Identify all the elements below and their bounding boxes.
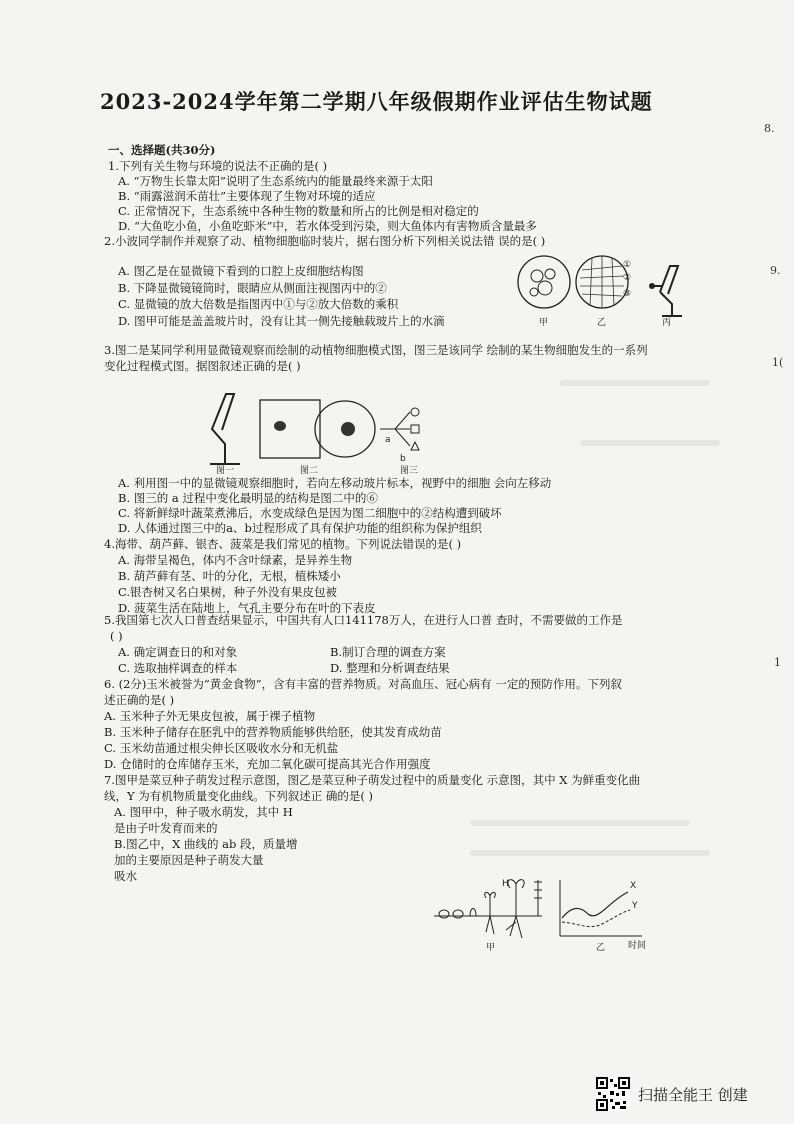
question-4-option-d: D. 菠菜生活在陆地上，气孔主要分布在叶的下表皮 bbox=[118, 601, 376, 615]
question-3-stem-line2: 变化过程模式图。据图叙述正确的是( ) bbox=[104, 359, 301, 373]
label-a: a bbox=[385, 435, 391, 445]
question-5-blank: ( ) bbox=[110, 629, 123, 643]
question-5-option-d: D. 整理和分析调查结果 bbox=[330, 661, 450, 675]
microscope-drawing bbox=[652, 266, 682, 316]
plant-nucleus bbox=[274, 421, 286, 431]
question-4-option-a: A. 海带呈褐色，体内不含叶绿素，是异养生物 bbox=[118, 553, 353, 567]
question-7-figure bbox=[430, 872, 660, 954]
question-2-stem: 2.小波同学制作并观察了动、植物细胞临时装片，据右图分析下列相关说法错 误的是( ) bbox=[104, 234, 546, 248]
question-1-option-a: A. “万物生长靠太阳”说明了生态系统内的能量最终来源于太阳 bbox=[118, 174, 433, 188]
question-7-option-a-line2: 是由子叶发育而来的 bbox=[114, 821, 218, 835]
seedling-1 bbox=[485, 892, 496, 934]
label-yi: 乙 bbox=[597, 318, 607, 328]
section-header: 一、选择题(共30分) bbox=[108, 143, 216, 157]
animal-nucleus bbox=[341, 422, 355, 436]
label-fig2: 图二 bbox=[300, 466, 319, 474]
bubble-1 bbox=[531, 270, 543, 282]
label-x: X bbox=[630, 881, 637, 891]
edge-mark: 8. bbox=[764, 122, 775, 135]
bleed-through-mark bbox=[580, 440, 720, 446]
question-7-option-b-line3: 吸水 bbox=[114, 869, 137, 883]
question-2-option-a: A. 图乙是在显微镜下看到的口腔上皮细胞结构图 bbox=[118, 264, 364, 278]
question-2-option-b: B. 下降显微镜镜筒时，眼睛应从侧面注视图丙中的② bbox=[118, 281, 387, 295]
question-6-stem-line2: 述正确的是( ) bbox=[104, 693, 175, 707]
label-3: ③ bbox=[623, 289, 632, 299]
question-3-option-b: B. 图三的 a 过程中变化最明显的结构是图二中的⑥ bbox=[118, 491, 378, 505]
question-6-option-a: A. 玉米种子外无果皮包被，属于裸子植物 bbox=[104, 709, 316, 723]
question-2-option-d: D. 图甲可能是盖盖玻片时，没有让其一侧先接触载玻片上的水滴 bbox=[118, 314, 445, 328]
bubble-4 bbox=[530, 288, 538, 296]
seedling-3 bbox=[534, 880, 542, 916]
question-5-option-c: C. 选取抽样调查的样本 bbox=[118, 661, 238, 675]
sprout-1 bbox=[470, 909, 476, 917]
bubble-2 bbox=[545, 269, 555, 279]
question-3-option-d: D. 人体通过图三中的a、b过程形成了具有保护功能的组织称为保护组织 bbox=[118, 521, 482, 535]
question-6-stem-line1: 6. (2分)玉米被誉为“黄金食物”，含有丰富的营养物质。对高血压、冠心病有 一定的预防作用。下列叙 bbox=[104, 677, 622, 691]
qr-code-icon bbox=[596, 1077, 630, 1111]
label-yi: 乙 bbox=[596, 943, 606, 953]
cell-grid bbox=[580, 256, 624, 308]
bubble-3 bbox=[538, 281, 552, 295]
bleed-through-mark bbox=[560, 380, 710, 386]
diff-cell-1 bbox=[411, 408, 419, 416]
label-2: ② bbox=[623, 273, 632, 283]
diff-cell-3 bbox=[411, 442, 419, 450]
label-jia: 甲 bbox=[539, 318, 549, 328]
label-fig3: 图三 bbox=[400, 466, 419, 474]
question-3-figure bbox=[200, 384, 460, 474]
seed-2 bbox=[453, 910, 463, 918]
label-fig1: 图一 bbox=[216, 466, 235, 474]
question-3-option-a: A. 利用图一中的显微镜观察细胞时，若向左移动玻片标本，视野中的细胞 会向左移动 bbox=[118, 476, 552, 490]
question-7-option-b-line1: B.图乙中，X 曲线的 ab 段，质量增 bbox=[114, 837, 298, 851]
question-7-option-a-line1: A. 图甲中，种子吸水萌发，其中 H bbox=[114, 805, 293, 819]
mirror bbox=[649, 283, 655, 289]
bleed-through-mark bbox=[470, 820, 690, 826]
label-1: ① bbox=[623, 260, 632, 270]
label-jia: 甲 bbox=[486, 943, 496, 953]
diff-cell-2 bbox=[411, 425, 419, 433]
question-4-stem: 4.海带、葫芦藓、银杏、菠菜是我们常见的植物。下列说法错误的是( ) bbox=[104, 537, 462, 551]
question-4-option-c: C.银杏树又名白果树，种子外没有果皮包被 bbox=[118, 585, 338, 599]
question-2-option-c: C. 显微镜的放大倍数是指图丙中①与②放大倍数的乘积 bbox=[118, 297, 399, 311]
label-b: b bbox=[400, 454, 406, 464]
curve-x bbox=[562, 892, 628, 918]
label-bing: 丙 bbox=[662, 318, 672, 328]
question-1-stem: 1.下列有关生物与环境的说法不正确的是( ) bbox=[108, 159, 328, 173]
question-5-option-a: A. 确定调查日的和对象 bbox=[118, 645, 238, 659]
bleed-through-mark bbox=[470, 850, 710, 856]
question-7-stem-line1: 7.图甲是菜豆种子萌发过程示意图，图乙是菜豆种子萌发过程中的质量变化 示意图，其中 X 为鲜重变化曲 bbox=[104, 773, 641, 787]
question-3-option-c: C. 将新鲜绿叶蔬菜煮沸后，水变成绿色是因为图二细胞中的②结构遭到破坏 bbox=[118, 506, 502, 520]
question-7-option-b-line2: 加的主要原因是种子萌发大量 bbox=[114, 853, 264, 867]
microscope-fig1 bbox=[210, 394, 240, 464]
question-6-option-b: B. 玉米种子储存在胚乳中的营养物质能够供给胚，使其发育成幼苗 bbox=[104, 725, 442, 739]
scanner-watermark bbox=[596, 1074, 748, 1114]
seed-1 bbox=[439, 910, 449, 918]
question-4-option-b: B. 葫芦藓有茎、叶的分化，无根，植株矮小 bbox=[118, 569, 341, 583]
curve-y bbox=[562, 910, 630, 927]
question-7-stem-line2: 线，Y 为有机物质量变化曲线。下列叙述正 确的是( ) bbox=[104, 789, 374, 803]
watermark-text: 扫描全能王 创建 bbox=[638, 1085, 748, 1104]
question-2-figure bbox=[512, 236, 692, 328]
plant-cell bbox=[260, 400, 320, 458]
label-time: 时间 bbox=[628, 941, 647, 951]
page-title: 2023-2024学年第二学期八年级假期作业评估生物试题 bbox=[100, 89, 653, 114]
question-1-option-c: C. 正常情况下，生态系统中各种生物的数量和所占的比例是相对稳定的 bbox=[118, 204, 479, 218]
question-5-stem: 5.我国第七次人口普查结果显示，中国共有人口141178万人，在进行人口普 查时，不需要做的工作是 bbox=[104, 613, 623, 627]
label-y: Y bbox=[632, 901, 638, 911]
question-6-option-d: D. 仓储时的仓库储存玉米，充加二氧化碳可提高其光合作用强度 bbox=[104, 757, 431, 771]
edge-mark: 1( bbox=[772, 356, 784, 369]
view-jia-circle bbox=[518, 256, 570, 308]
question-5-option-b: B.制订合理的调查方案 bbox=[330, 645, 446, 659]
label-h: H bbox=[502, 879, 509, 889]
question-1-option-b: B. “雨露滋润禾苗壮”主要体现了生物对环境的适应 bbox=[118, 189, 376, 203]
edge-mark: 1 bbox=[774, 656, 781, 669]
question-1-option-d: D. “大鱼吃小鱼，小鱼吃虾米”中，若水体受到污染，则大鱼体内有害物质含量最多 bbox=[118, 219, 537, 233]
question-3-stem-line1: 3.图二是某同学利用显微镜观察而绘制的动植物细胞模式图，图三是该同学 绘制的某生物细胞发生的一系列 bbox=[104, 343, 648, 357]
question-6-option-c: C. 玉米幼苗通过根尖伸长区吸收水分和无机盐 bbox=[104, 741, 339, 755]
edge-mark: 9. bbox=[770, 264, 781, 277]
